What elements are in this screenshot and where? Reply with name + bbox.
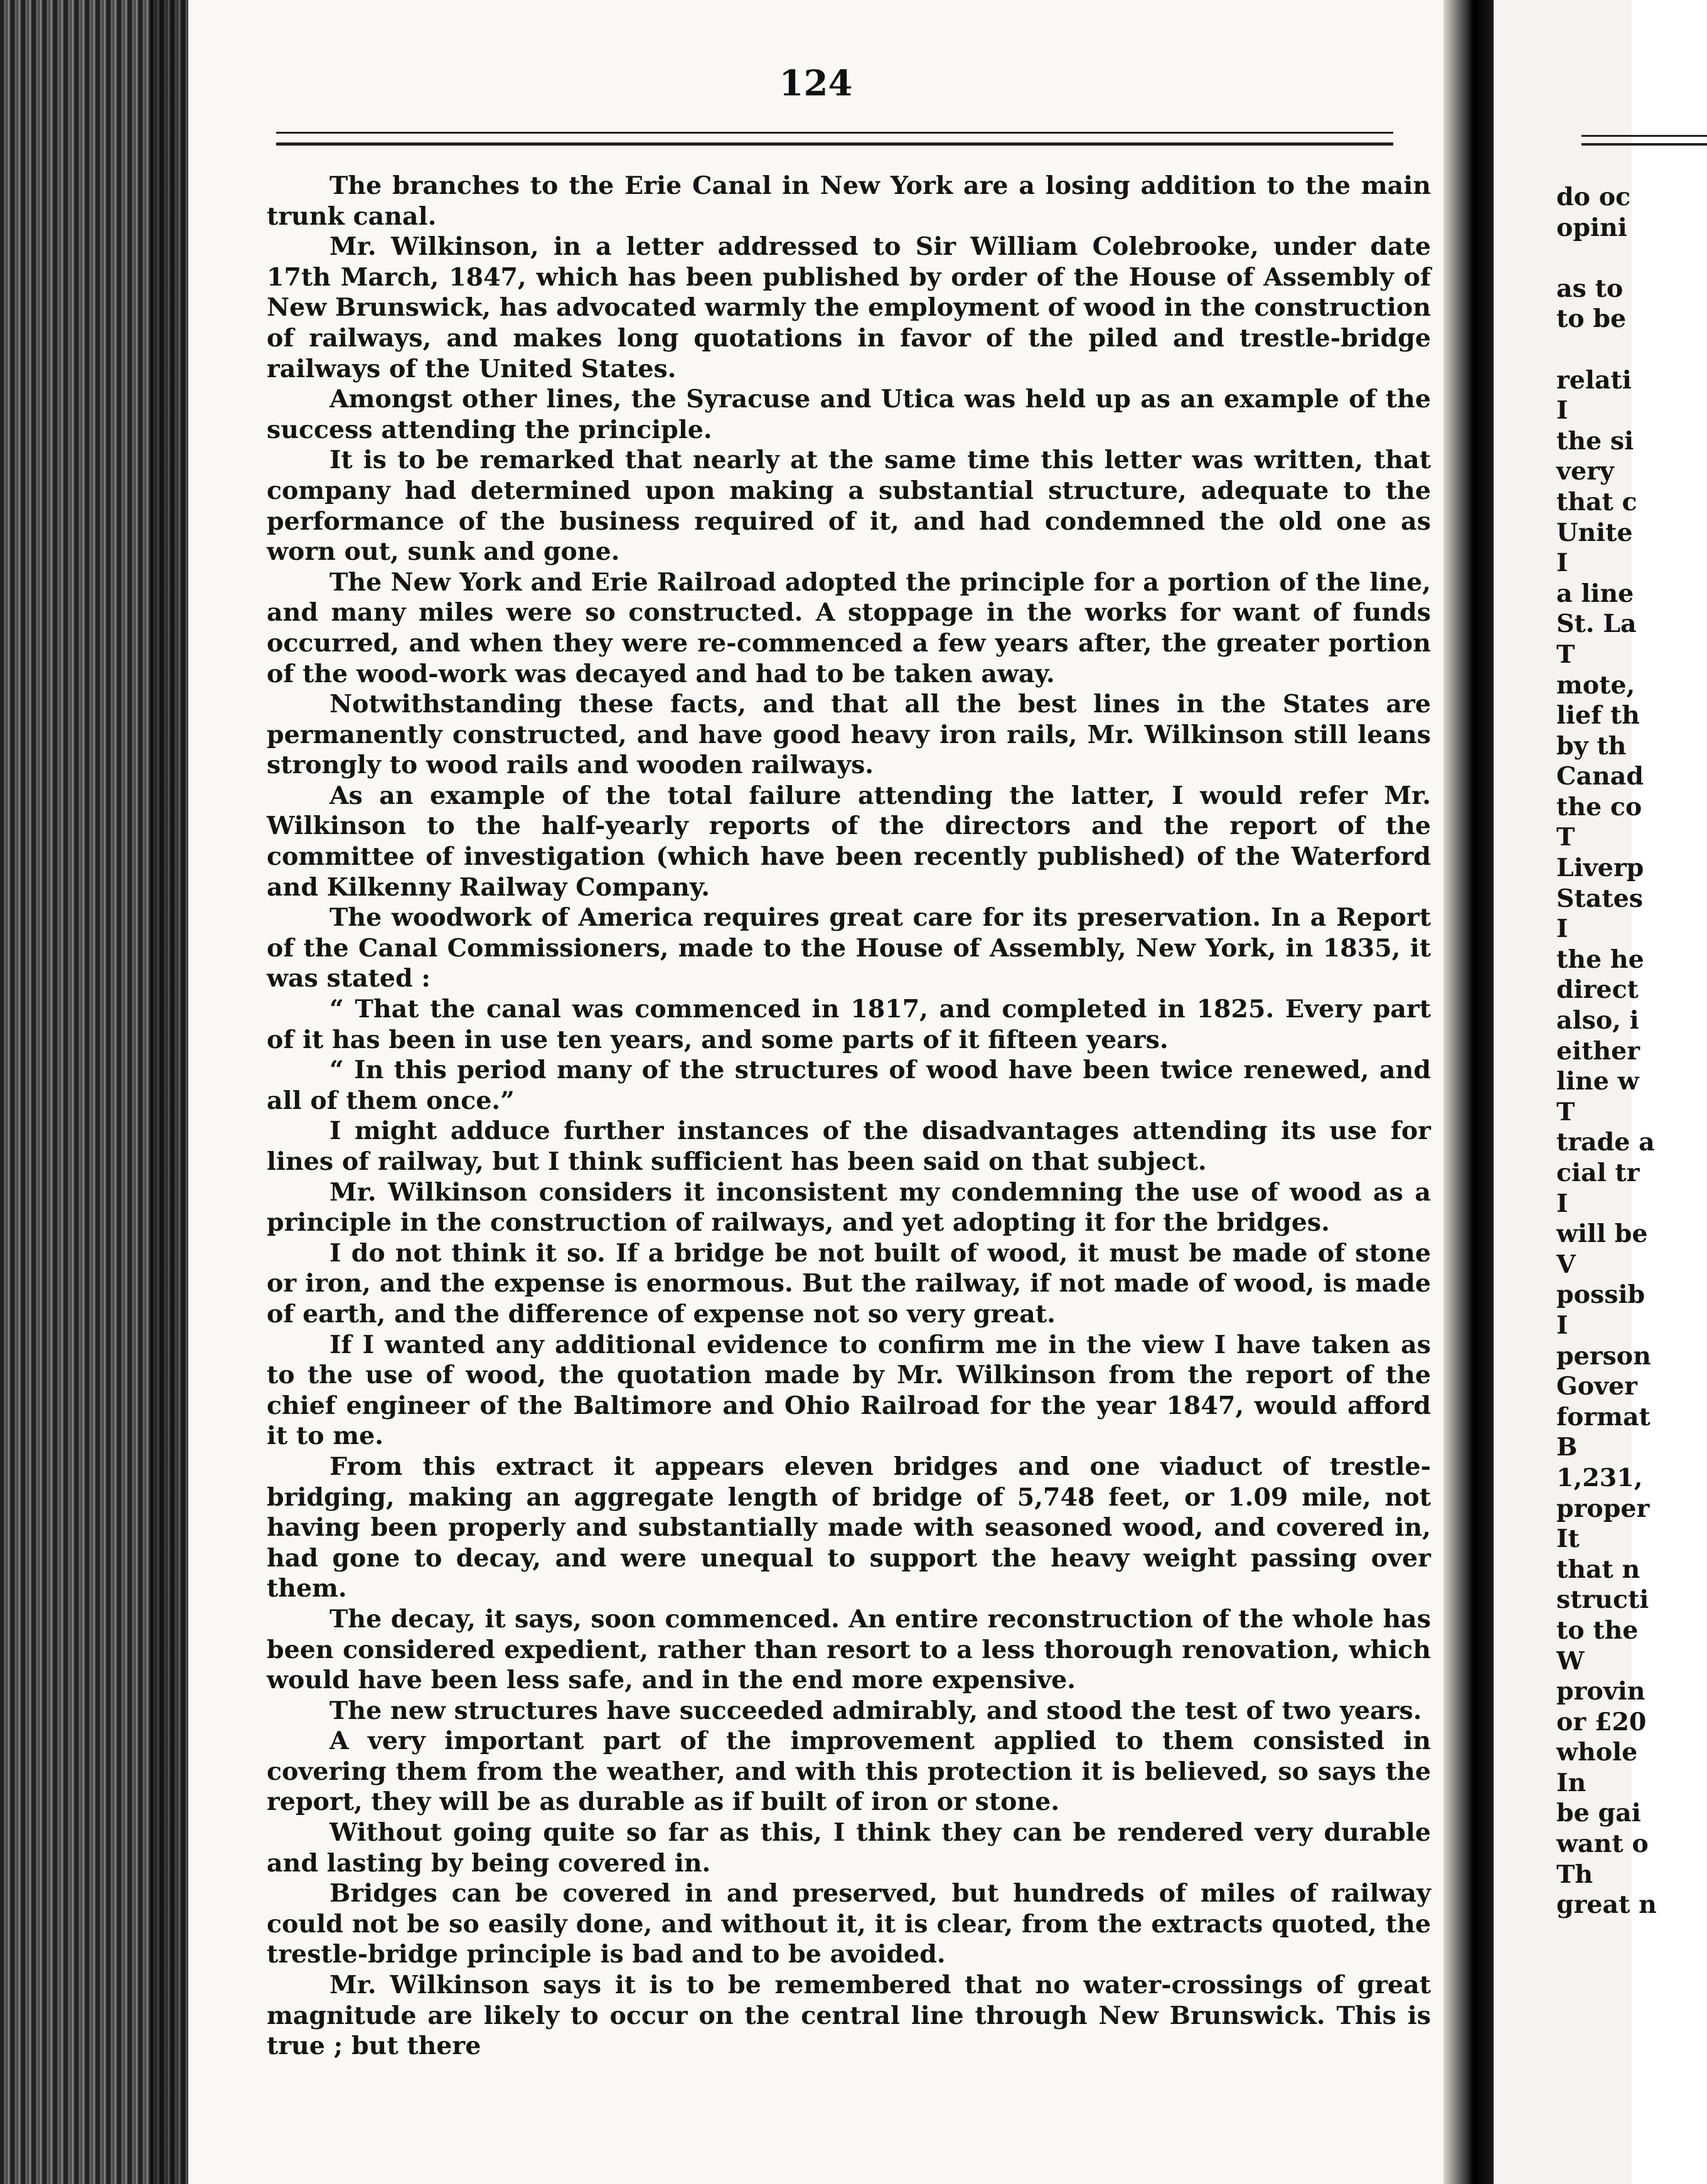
right-page-line: possib — [1556, 1280, 1645, 1310]
right-page-line: Unite — [1556, 518, 1633, 547]
right-page-line — [1556, 243, 1682, 274]
right-page-line: as to — [1556, 274, 1624, 303]
right-page-line: the he — [1556, 945, 1644, 974]
right-page-text — [1556, 182, 1682, 1920]
right-page-line: also, i — [1556, 1006, 1639, 1036]
right-page-line: St. La — [1556, 609, 1637, 639]
right-page-line: person — [1556, 1341, 1651, 1371]
right-page-line: structi — [1556, 1585, 1649, 1615]
right-page-line: Th — [1556, 1860, 1593, 1889]
right-page-line: either — [1556, 1036, 1640, 1066]
right-page-line: I — [1556, 396, 1568, 426]
right-page-line: whole — [1556, 1738, 1638, 1767]
page-number: 124 — [779, 63, 853, 104]
right-page-line: to be — [1556, 304, 1627, 334]
right-page-line: the si — [1556, 426, 1634, 456]
right-page-line: very — [1556, 457, 1614, 486]
right-page-line: Gover — [1556, 1372, 1637, 1401]
paragraph: Amongst other lines, the Syracuse and Utica was held up as an example of the success attending the principle. — [267, 385, 1431, 444]
right-page-line: provin — [1556, 1677, 1645, 1706]
quoted-paragraph: “ In this period many of the structures of wood have been twice renewed, and all of them once.” — [267, 1056, 1431, 1115]
paragraph: Mr. Wilkinson, in a letter addressed to Sir William Colebrooke, under date 17th March, 1847, which has been published by order of the House of Assembly of New Brunswick, has advocated warmly the employment of wood in the construction of railways, and makes long quotations in favor of the piled and trestle-bridge railways of the United States. — [267, 232, 1431, 383]
right-page-line: a line — [1556, 579, 1634, 608]
right-page-line: great n — [1556, 1890, 1657, 1920]
right-page-line: I — [1556, 914, 1568, 944]
paragraph: If I wanted any additional evidence to confirm me in the view I have taken as to the use of wood, the quotation made by Mr. Wilkinson from the report of the chief engineer of the Baltimore and Ohio Railroad for the year 1847, would afford it to me. — [267, 1330, 1431, 1451]
right-page-line: B — [1556, 1433, 1578, 1462]
page-gutter — [1443, 0, 1494, 2184]
paragraph: The new structures have succeeded admirably, and stood the test of two years. — [329, 1696, 1422, 1725]
paragraph: From this extract it appears eleven bridges and one viaduct of trestle-bridging, making an aggregate length of bridge of 5,748 feet, or 1.09 mile, not having been properly and substantially made with seasoned wood, and covered in, had gone to decay, and were unequal to support the heavy weight passing over them. — [267, 1452, 1431, 1603]
paragraph: Bridges can be covered in and preserved, but hundreds of miles of railway could not be so easily done, and without it, it is clear, from the extracts quoted, the trestle-bridge principle is bad and to be avoided. — [267, 1879, 1431, 1969]
paragraph: The woodwork of America requires great care for its preservation. In a Report of the Canal Commissioners, made to the House of Assembly, New York, in 1835, it was stated : — [267, 903, 1431, 993]
right-page-line: W — [1556, 1646, 1585, 1676]
right-page-line: cial tr — [1556, 1159, 1640, 1187]
right-page-line: line w — [1556, 1067, 1639, 1096]
right-page-line: the co — [1556, 792, 1642, 822]
right-header-rule — [1581, 135, 1707, 146]
paragraph: The New York and Erie Railroad adopted the principle for a portion of the line, and many miles were so constructed. A stoppage in the works for want of funds occurred, and when they were re-commenced a few years after, the greater portion of the wood-work was decayed and had to be taken away. — [267, 567, 1431, 688]
header-rule — [276, 132, 1393, 146]
right-page-line: In — [1556, 1768, 1587, 1797]
right-page-line: by th — [1556, 731, 1627, 761]
right-page-line: mote, — [1556, 670, 1635, 700]
paragraph: It is to be remarked that nearly at the same time this letter was written, that company had determined upon making a substantial structure, adequate to the performance of the business required of it, and had condemned the old one as worn out, sunk and gone. — [267, 446, 1431, 567]
right-page-line: relati — [1556, 365, 1632, 395]
right-page-line: T — [1556, 823, 1575, 852]
right-page-line: or £20 — [1556, 1707, 1647, 1737]
right-page-line: be gai — [1556, 1799, 1641, 1828]
right-page-line: States — [1556, 884, 1643, 913]
right-page-line: want o — [1556, 1829, 1649, 1859]
paragraph: I do not think it so. If a bridge be not built of wood, it must be made of stone or iron, and the expense is enormous. But the railway, if not made of wood, is made of earth, and the difference of expense not so very great. — [267, 1238, 1431, 1329]
right-page-line: Canad — [1556, 762, 1644, 791]
paragraph: I might adduce further instances of the disadvantages attending its use for lines of railway, but I think sufficient has been said on that subject. — [267, 1116, 1431, 1176]
right-page-line: direct — [1556, 975, 1639, 1005]
right-page-line: proper — [1556, 1494, 1650, 1523]
right-page-fragment — [1494, 0, 1657, 2184]
quoted-paragraph: “ That the canal was commenced in 1817, and completed in 1825. Every part of it has been in use ten years, and some parts of it fifteen years. — [267, 995, 1431, 1054]
right-page-line: opini — [1556, 213, 1627, 242]
paragraph: Notwithstanding these facts, and that all the best lines in the States are permanently constructed, and have good heavy iron rails, Mr. Wilkinson still leans strongly to wood rails and wooden railways. — [267, 690, 1431, 780]
right-page-line: T — [1556, 1097, 1575, 1127]
right-page-line: that c — [1556, 487, 1637, 517]
paragraph: As an example of the total failure attending the latter, I would refer Mr. Wilkinson to the half-yearly reports of the directors and the report of the committee of investigation (which have been recently published) of the Waterford and Kilkenny Railway Company. — [267, 781, 1431, 902]
left-page — [188, 0, 1443, 2184]
right-page-line: I — [1556, 1189, 1568, 1218]
right-page-line: I — [1556, 1310, 1568, 1340]
right-page-line: do oc — [1556, 183, 1631, 211]
right-page-line: format — [1556, 1402, 1651, 1432]
right-page-line: trade a — [1556, 1128, 1655, 1157]
paragraph: Without going quite so far as this, I think they can be rendered very durable and lasting by being covered in. — [267, 1818, 1431, 1878]
paragraph: A very important part of the improvement applied to them consisted in covering them from the weather, and with this protection it is believed, so says the report, they will be as durable as if built of iron or stone. — [267, 1726, 1431, 1817]
paragraph: Mr. Wilkinson says it is to be remembered that no water-crossings of great magnitude are likely to occur on the central line through New Brunswick. This is true ; but there — [267, 1971, 1431, 2061]
right-page-line: to the — [1556, 1615, 1639, 1645]
right-page-line — [1556, 335, 1682, 365]
right-page-line: V — [1556, 1250, 1576, 1279]
right-page-line: will be — [1556, 1219, 1648, 1249]
right-page-line: T — [1556, 640, 1575, 669]
right-page-line: Liverp — [1556, 854, 1644, 883]
right-page-line: 1,231, — [1556, 1463, 1643, 1492]
right-page-line: that n — [1556, 1555, 1640, 1584]
paragraph: Mr. Wilkinson considers it inconsistent my condemning the use of wood as a principle in the construction of railways, and yet adopting it for the bridges. — [267, 1177, 1431, 1238]
paragraph: The decay, it says, soon commenced. An entire reconstruction of the whole has been considered expedient, rather than resort to a less thorough renovation, which would have been less safe, and in the end more expensive. — [267, 1604, 1431, 1695]
body-text — [267, 171, 1431, 2062]
right-page-line: It — [1556, 1524, 1580, 1554]
paragraph: The branches to the Erie Canal in New York are a losing addition to the main trunk canal. — [267, 171, 1431, 231]
right-page-line: I — [1556, 549, 1568, 578]
right-page-line: lief th — [1556, 701, 1640, 731]
